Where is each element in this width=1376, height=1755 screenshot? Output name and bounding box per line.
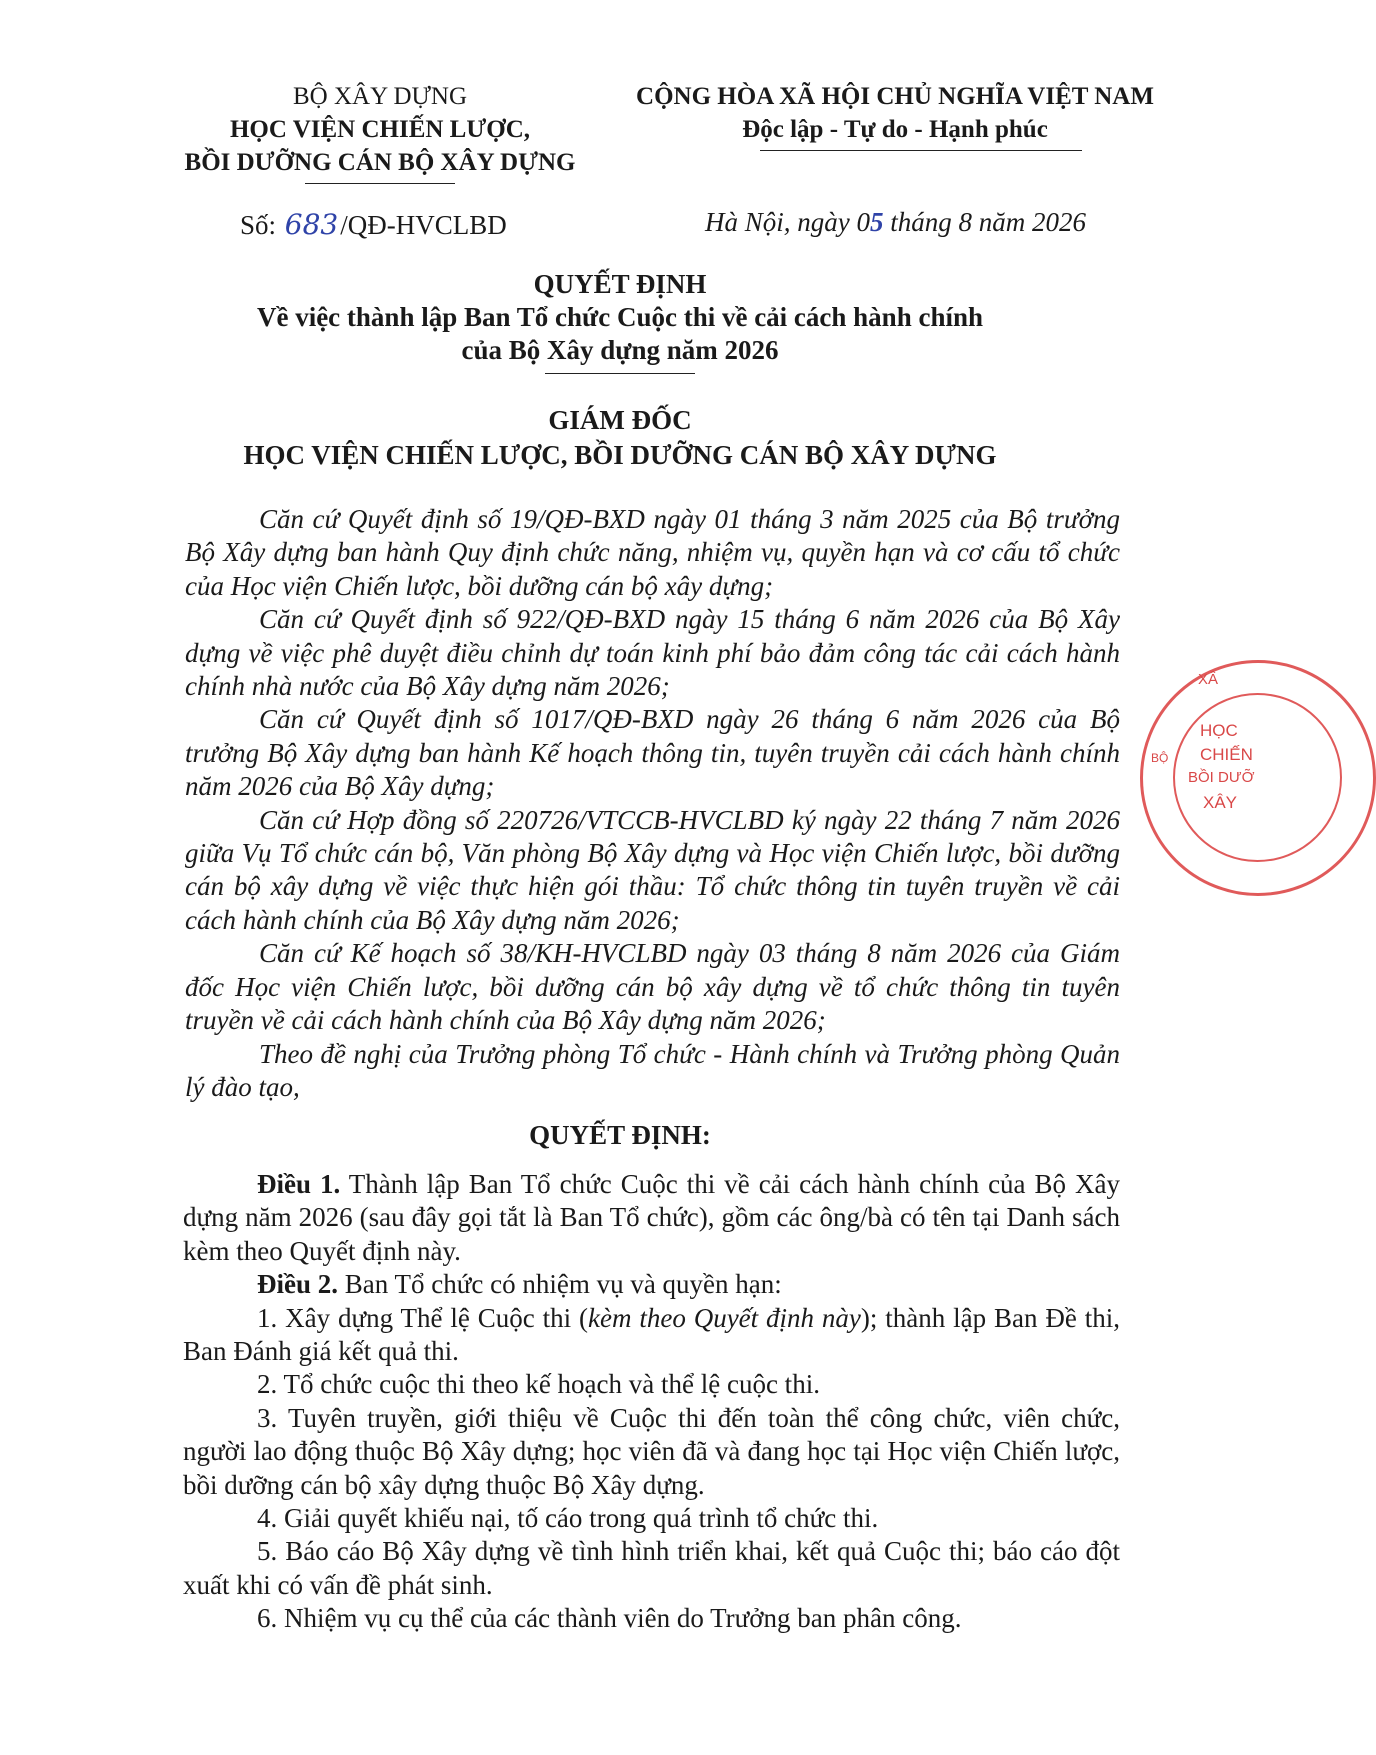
motto: Độc lập - Tự do - Hạnh phúc bbox=[742, 116, 1048, 143]
official-seal bbox=[1140, 660, 1376, 896]
seal-text: HỌC bbox=[1200, 721, 1238, 740]
article-2-item: 2. Tổ chức cuộc thi theo kế hoạch và thể lệ cuộc thi. bbox=[257, 1369, 820, 1400]
issuing-authority bbox=[170, 403, 1070, 473]
doc-number-suffix: /QĐ-HVCLBD bbox=[340, 210, 507, 240]
seal-text: BỘ bbox=[1151, 751, 1169, 765]
document-date bbox=[705, 207, 1086, 238]
agency-name-line1: HỌC VIỆN CHIẾN LƯỢC, bbox=[229, 116, 531, 143]
document-title bbox=[170, 268, 1070, 374]
seal-text: CHIẾN bbox=[1200, 745, 1253, 764]
article-2-label: Điều 2. bbox=[257, 1269, 338, 1300]
national-motto-header bbox=[600, 80, 1190, 146]
legal-basis-item: Căn cứ Quyết định số 19/QĐ-BXD ngày 01 tháng 3 năm 2025 của Bộ trưởng Bộ Xây dựng ban hành Quy định chức năng, nhiệm vụ, quyền hạn và cơ cấu tổ chức của Học viện Chiến lược, bồi dưỡng cán bộ xây dựng; bbox=[185, 504, 1120, 601]
ministry-name: BỘ XÂY DỰNG bbox=[292, 83, 468, 110]
article-2-text: Ban Tổ chức có nhiệm vụ và quyền hạn: bbox=[338, 1269, 782, 1300]
legal-basis-item: Căn cứ Quyết định số 1017/QĐ-BXD ngày 26 tháng 6 năm 2026 của Bộ trưởng Bộ Xây dựng ban hành Kế hoạch thông tin, tuyên truyền cải cách hành chính năm 2026 của Bộ Xây dựng; bbox=[185, 704, 1120, 802]
legal-basis-item: Căn cứ Hợp đồng số 220726/VTCCB-HVCLBD ký ngày 22 tháng 7 năm 2026 giữa Vụ Tổ chức cán bộ, Văn phòng Bộ Xây dựng và Học viện Chiến lược, bồi dưỡng cán bộ xây dựng về việc thực hiện gói thầu: Tổ chức thông tin tuyên truyền về cải cách hành chính của Bộ Xây dựng năm 2026; bbox=[185, 804, 1120, 935]
seal-text: XÂ bbox=[1198, 671, 1219, 688]
legal-basis-item: Theo đề nghị của Trưởng phòng Tổ chức - Hành chính và Trưởng phòng Quản lý đào tạo, bbox=[185, 1038, 1120, 1102]
title-type: QUYẾT ĐỊNH bbox=[533, 269, 707, 299]
article-1-label: Điều 1. bbox=[257, 1169, 341, 1199]
agency-name-line2: BỒI DƯỠNG CÁN BỘ XÂY DỰNG bbox=[184, 149, 576, 176]
legal-bases bbox=[185, 503, 1120, 1104]
article-1-text: Thành lập Ban Tổ chức Cuộc thi về cải cách hành chính của Bộ Xây dựng năm 2026 (sau đây gọi tắt là Ban Tổ chức), gồm các ông/bà có tên tại Danh sách kèm theo Quyết định này. bbox=[183, 1169, 1121, 1266]
date-part1: Hà Nội, ngày 0 bbox=[705, 207, 870, 237]
article-1 bbox=[183, 1168, 1120, 1268]
legal-basis-item: Căn cứ Kế hoạch số 38/KH-HVCLBD ngày 03 tháng 8 năm 2026 của Giám đốc Học viện Chiến lược, bồi dưỡng cán bộ xây dựng về tổ chức thông tin tuyên truyền về cải cách hành chính của Bộ Xây dựng năm 2026; bbox=[185, 938, 1120, 1036]
decision-articles bbox=[183, 1168, 1120, 1636]
article-2 bbox=[183, 1268, 1120, 1301]
seal-text: BỒI DƯỠ bbox=[1188, 769, 1255, 786]
article-2-item: 6. Nhiệm vụ cụ thể của các thành viên do Trưởng ban phân công. bbox=[257, 1603, 962, 1634]
article-2-item: 3. Tuyên truyền, giới thiệu về Cuộc thi đến toàn thể công chức, viên chức, người lao động thuộc Bộ Xây dựng; học viên đã và đang học tại Học viện Chiến lược, bồi dưỡng cán bộ xây dựng thuộc Bộ Xây dựng. bbox=[183, 1402, 1120, 1500]
header-left-underline bbox=[305, 183, 455, 184]
date-handwritten-day: 5 bbox=[870, 207, 884, 237]
doc-number-prefix: Số: bbox=[240, 210, 277, 240]
article-2-item: 4. Giải quyết khiếu nại, tố cáo trong quá trình tổ chức thi. bbox=[257, 1503, 879, 1534]
title-underline bbox=[545, 373, 695, 374]
seal-text: XÂY bbox=[1203, 793, 1238, 812]
authority-agency: HỌC VIỆN CHIẾN LƯỢC, BỒI DƯỠNG CÁN BỘ XÂY DỰNG bbox=[243, 440, 997, 470]
legal-basis-item: Căn cứ Quyết định số 922/QĐ-BXD ngày 15 tháng 6 năm 2026 của Bộ Xây dựng về việc phê duyệt điều chỉnh dự toán kinh phí bảo đảm công tác cải cách hành chính nhà nước của Bộ Xây dựng năm 2026; bbox=[185, 604, 1120, 702]
doc-number-handwritten: 683 bbox=[284, 208, 339, 241]
title-subject-line1: Về việc thành lập Ban Tổ chức Cuộc thi về cải cách hành chính bbox=[256, 302, 984, 332]
country-name: CỘNG HÒA XÃ HỘI CHỦ NGHĨA VIỆT NAM bbox=[636, 83, 1154, 110]
article-2-item: 1. Xây dựng Thể lệ Cuộc thi (kèm theo Quyết định này); thành lập Ban Đề thi, Ban Đánh giá kết quả thi. bbox=[183, 1302, 1120, 1367]
title-subject-line2: của Bộ Xây dựng năm 2026 bbox=[461, 335, 779, 365]
header-right-underline bbox=[760, 150, 1082, 151]
decision-heading: QUYẾT ĐỊNH: bbox=[529, 1120, 711, 1150]
date-part2: tháng 8 năm 2026 bbox=[883, 207, 1086, 237]
authority-title: GIÁM ĐỐC bbox=[548, 405, 692, 435]
article-2-item: 5. Báo cáo Bộ Xây dựng về tình hình triển khai, kết quả Cuộc thi; báo cáo đột xuất khi có vấn đề phát sinh. bbox=[183, 1536, 1120, 1600]
document-number bbox=[240, 208, 507, 241]
issuing-agency-header bbox=[170, 80, 590, 179]
